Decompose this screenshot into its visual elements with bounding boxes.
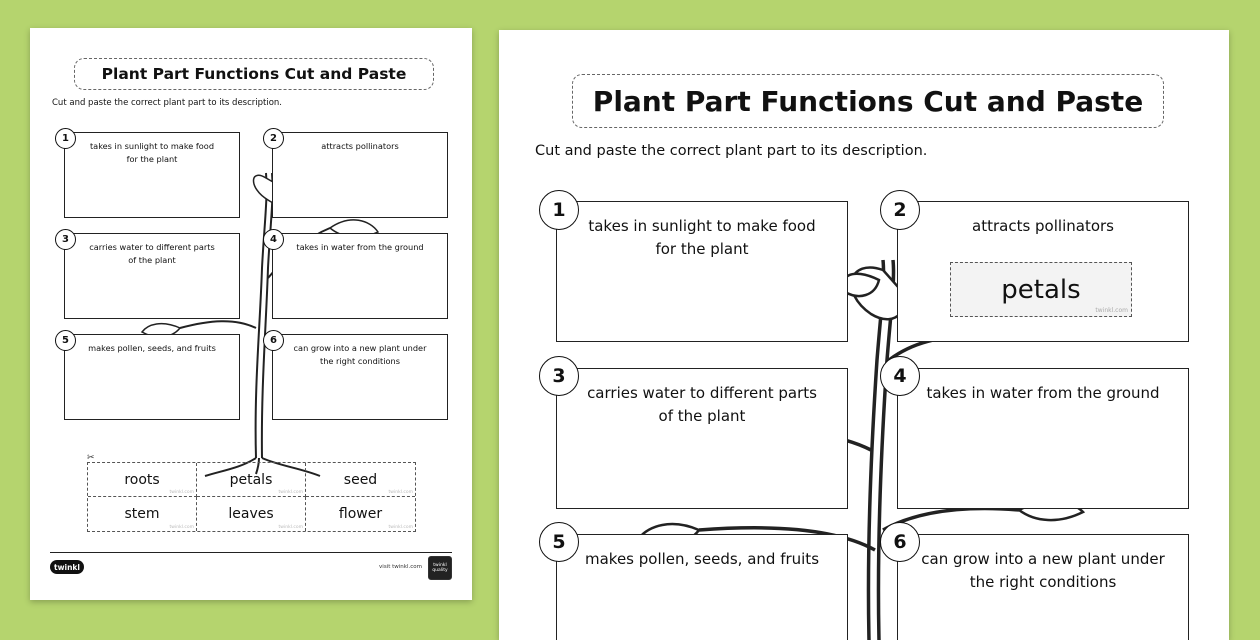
footer-url: visit twinkl.com (379, 564, 422, 570)
cut-out-word[interactable]: roots twinkl.com (88, 463, 197, 497)
function-text-3: carries water to different parts of the plant (89, 242, 215, 265)
pasted-answer-tag[interactable]: petals twinkl.com (950, 262, 1132, 317)
function-box-3 (64, 233, 240, 319)
number-badge-5: 5 (55, 330, 76, 351)
number-badge-3: 3 (55, 229, 76, 250)
worksheet-thumbnail (30, 28, 472, 600)
number-badge-2: 2 (263, 128, 284, 149)
function-text-1: takes in sunlight to make food for the plant (89, 141, 215, 164)
quality-badge-icon: twinkl quality (428, 556, 452, 580)
number-badge-3: 3 (539, 356, 579, 396)
number-badge-4: 4 (263, 229, 284, 250)
function-text-2: attracts pollinators (972, 217, 1114, 235)
function-text-6: can grow into a new plant under the right conditions (293, 343, 427, 366)
function-box-2 (897, 201, 1189, 342)
cut-out-word[interactable]: petals twinkl.com (197, 463, 306, 497)
number-badge-6: 6 (263, 330, 284, 351)
function-box-6 (897, 534, 1189, 640)
number-badge-6: 6 (880, 522, 920, 562)
cut-out-word[interactable]: stem twinkl.com (88, 497, 197, 531)
number-badge-1: 1 (55, 128, 76, 149)
function-text-5: makes pollen, seeds, and fruits (88, 343, 216, 353)
function-box-1 (556, 201, 848, 342)
number-badge-2: 2 (880, 190, 920, 230)
footer-divider (50, 552, 452, 553)
function-box-2 (272, 132, 448, 218)
plant-stem (256, 173, 267, 458)
function-box-4 (897, 368, 1189, 509)
worksheet-title: Plant Part Functions Cut and Paste (74, 58, 434, 90)
function-box-5 (64, 334, 240, 420)
cut-out-word[interactable]: leaves twinkl.com (197, 497, 306, 531)
scissors-icon: ✂ (87, 453, 95, 463)
function-text-4: takes in water from the ground (296, 242, 424, 252)
cut-out-word-grid (87, 462, 416, 532)
worksheet-title: Plant Part Functions Cut and Paste (572, 74, 1164, 128)
function-box-4 (272, 233, 448, 319)
function-text-3: carries water to different parts of the plant (587, 384, 817, 425)
worksheet-instruction: Cut and paste the correct plant part to its description. (535, 143, 928, 159)
function-text-5: makes pollen, seeds, and fruits (584, 550, 820, 568)
function-box-1 (64, 132, 240, 218)
cut-out-word[interactable]: flower twinkl.com (338, 506, 413, 530)
worksheet-zoomed (499, 30, 1229, 640)
number-badge-5: 5 (539, 522, 579, 562)
function-text-1: takes in sunlight to make food for the plant (588, 217, 816, 258)
function-box-5 (556, 534, 848, 640)
number-badge-4: 4 (880, 356, 920, 396)
function-box-3 (556, 368, 848, 509)
twinkl-logo: twinkl (50, 560, 84, 574)
number-badge-1: 1 (539, 190, 579, 230)
cut-out-word[interactable]: seed twinkl.com (306, 463, 415, 497)
function-box-6 (272, 334, 448, 420)
function-text-6: can grow into a new plant under the right conditions (921, 550, 1165, 591)
function-text-4: takes in water from the ground (926, 384, 1160, 402)
function-text-2: attracts pollinators (321, 141, 399, 151)
worksheet-instruction: Cut and paste the correct plant part to its description. (52, 98, 283, 108)
